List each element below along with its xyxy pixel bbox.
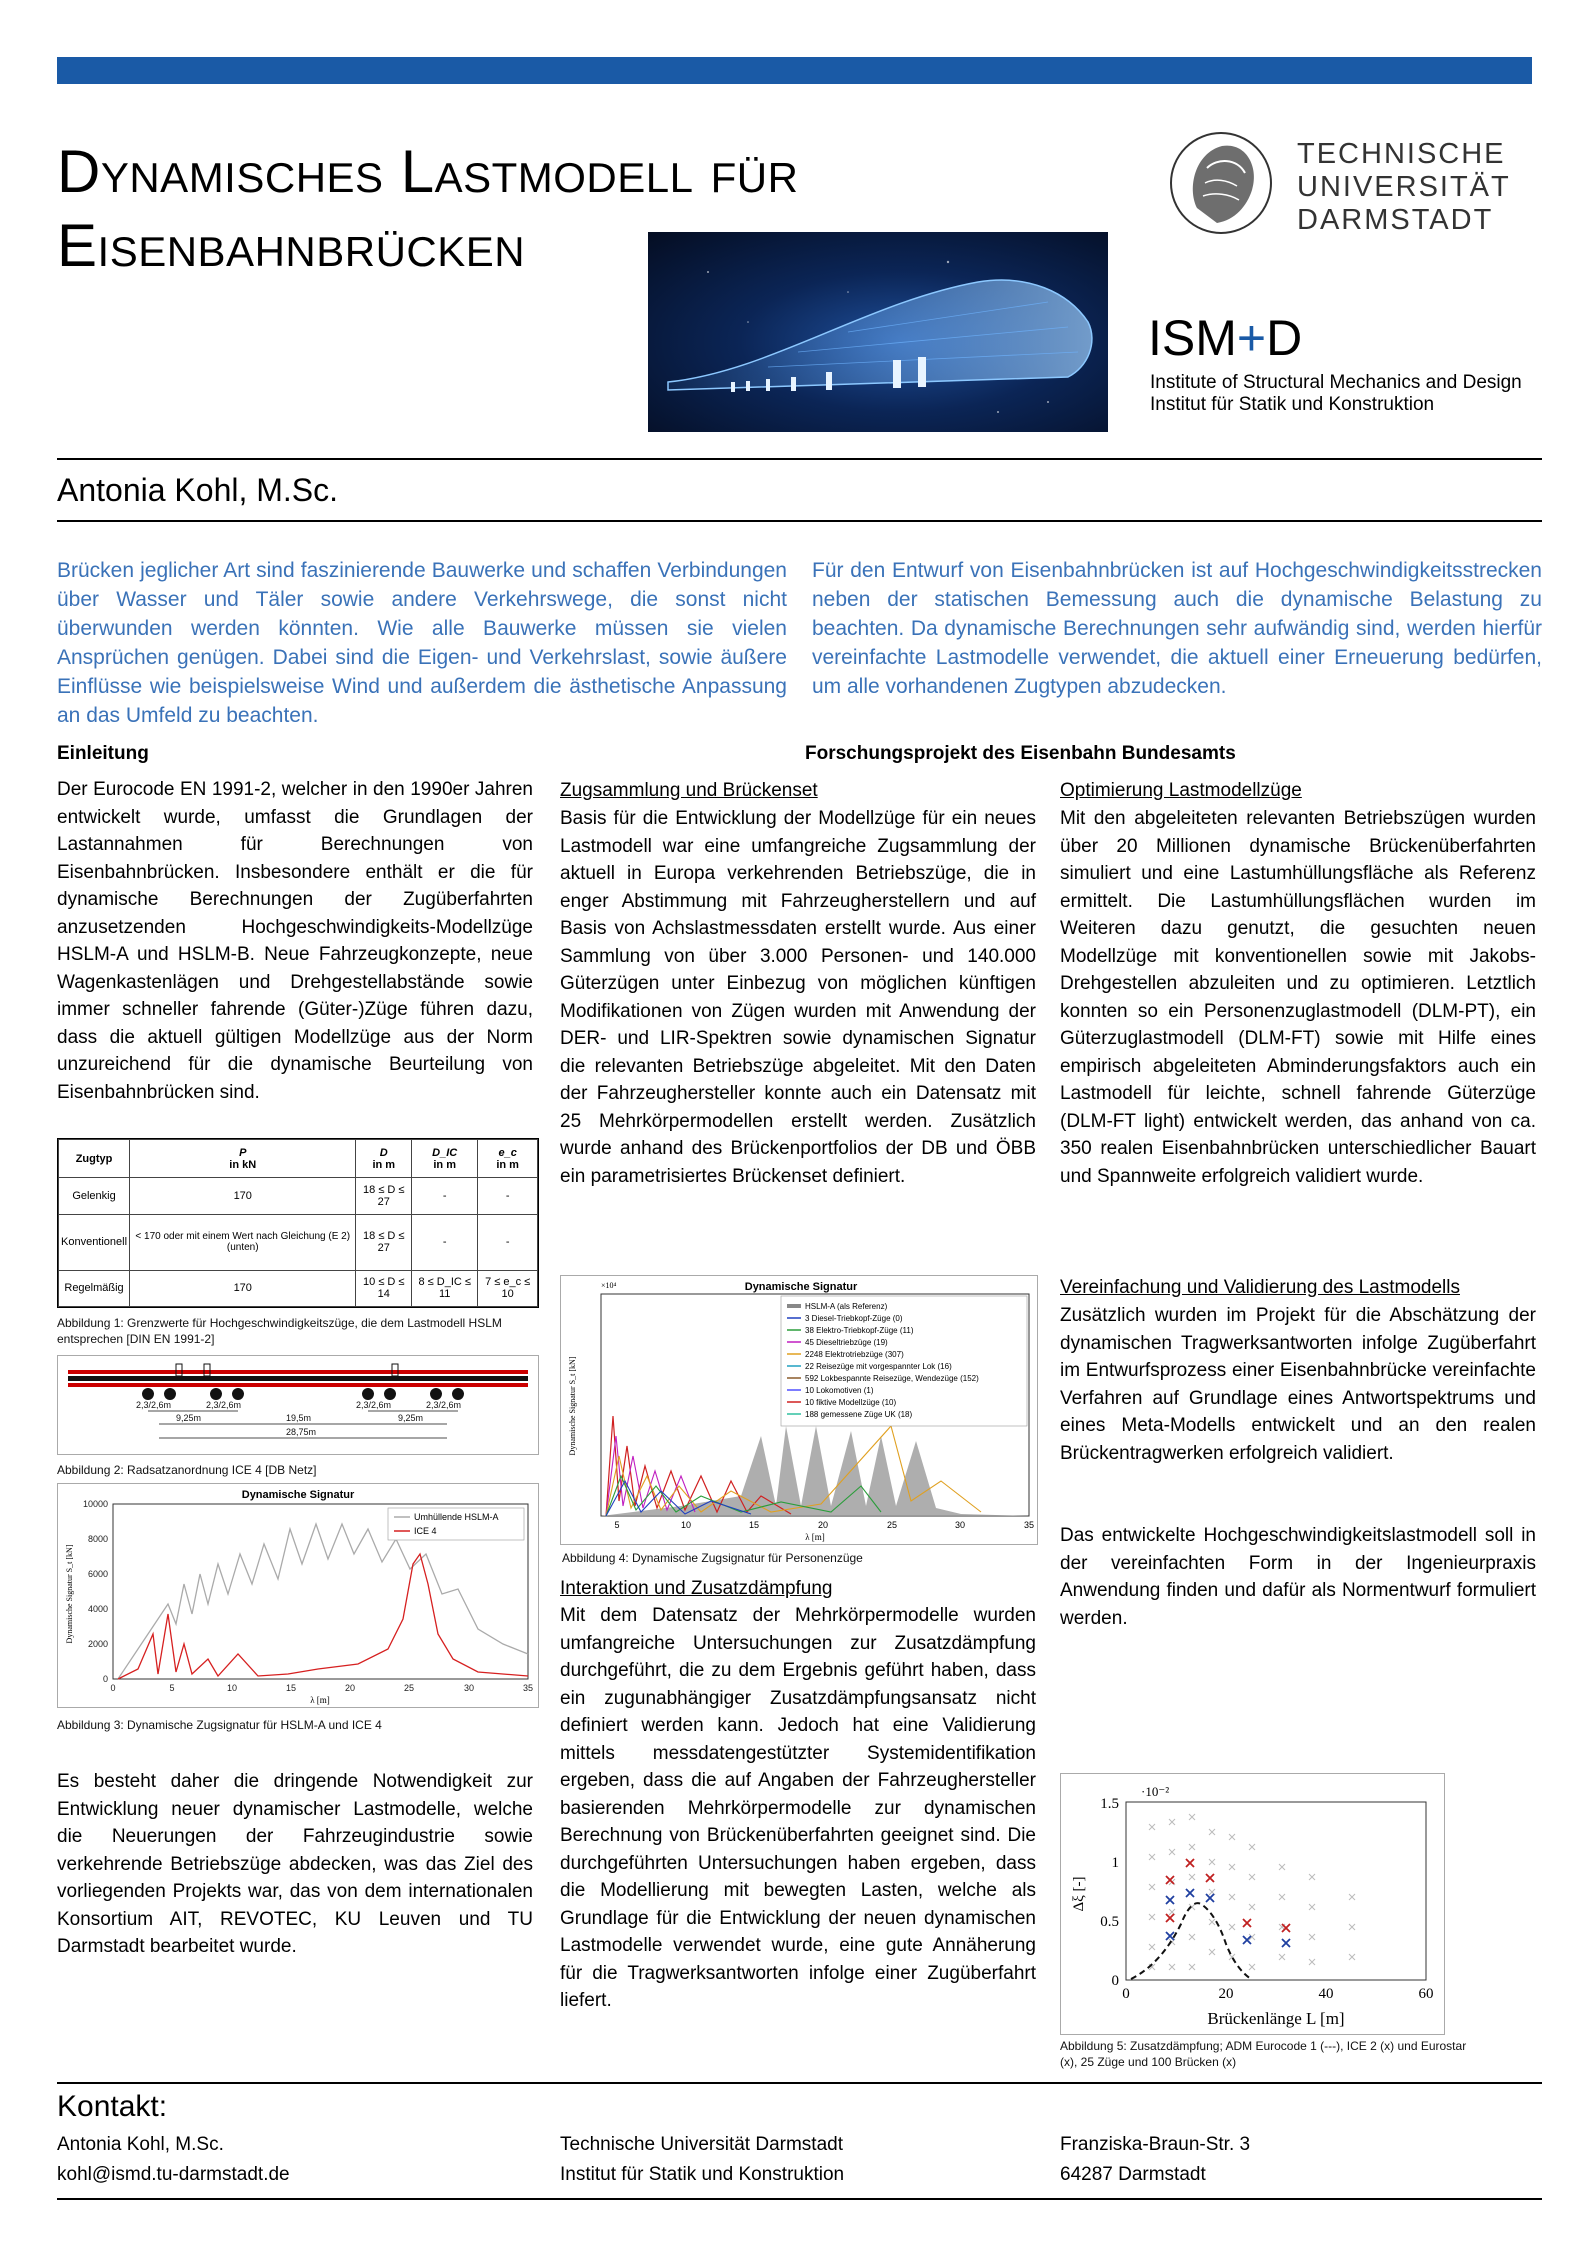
fig3-ytick: 0 <box>102 1674 108 1684</box>
interaktion-subheading: Interaktion und Zusatzdämpfung <box>560 1578 833 1599</box>
optimierung-text: Mit den abgeleiteten relevanten Betriebszügen wurden über 20 Millionen dynamische Brückenüberfahrten simuliert und eine Lastumhüllungsfläche als Referenz ermittelt. Die Lastumhüllungsflächen wurden im Weiteren dazu genutzt, die gesuchten neuen Modellzüge mit konventionellen sowie mit Jakobs-Drehgestellen abzuleiten und zu optimieren. Letztlich konnten so ein Personenzuglastmodell (DLM-PT), ein Güterzuglastmodell (DLM-FT) sowie mit Hilfe eines empirisch abgeleiteten Abminderungsfaktors auch ein Lastmodell für leichte, schnell fahrende Güterzüge (DLM-FT light) entwickelt werden, das anhand von ca. 350 realen Eisenbahnbrücken unterschiedlicher Bauart und Spannweite erfolgreich validiert wurde. <box>1060 808 1536 1187</box>
fig3-xtick: 5 <box>169 1683 175 1693</box>
athena-head-icon <box>1167 128 1275 238</box>
figure-5-caption: Abbildung 5: Zusatzdämpfung; ADM Eurocode 1 (---), ICE 2 (x) und Eurostar (x), 25 Züge und 100 Brücken (x) <box>1060 2039 1467 2069</box>
fig5-xtick: 40 <box>1318 1986 1334 2002</box>
ismd-line-2: Institut für Statik und Konstruktion <box>1150 394 1435 415</box>
axle-label: 2,3/2,6m <box>136 1400 172 1410</box>
fig5-ytick: 0 <box>1111 1973 1119 1989</box>
figure-4-caption: Abbildung 4: Dynamische Zugsignatur für Personenzüge <box>562 1551 863 1565</box>
fig5-ytick: 1 <box>1111 1855 1119 1871</box>
fig4-title: Dynamische Signatur <box>744 1281 858 1293</box>
fig5-exponent: ·10⁻² <box>1141 1784 1170 1799</box>
optimierung-subheading: Optimierung Lastmodellzüge <box>1060 780 1302 801</box>
fig5-ylabel: Δξ [-] <box>1071 1876 1087 1912</box>
ismd-line-1: Institute of Structural Mechanics and Design <box>1150 372 1522 393</box>
fig4-xtick: 20 <box>817 1520 829 1530</box>
fig5-xtick: 60 <box>1418 1986 1434 2002</box>
figure-2-caption: Abbildung 2: Radsatzanordnung ICE 4 [DB Netz] <box>57 1463 317 1477</box>
einleitung-heading: Einleitung <box>57 743 149 764</box>
fig5-ytick: 0.5 <box>1100 1914 1119 1930</box>
table-row: Regelmäßig 170 10 ≤ D ≤ 14 8 ≤ D_IC ≤ 11 7 ≤ e_c ≤ 10 <box>59 1270 538 1307</box>
fig4-xtick: 25 <box>886 1520 898 1530</box>
fig3-xtick: 20 <box>344 1683 356 1693</box>
ismd-logo <box>1148 310 1302 366</box>
fig4-xtick: 10 <box>680 1520 692 1530</box>
fig3-xtick: 25 <box>403 1683 415 1693</box>
table-header: D in m <box>356 1140 412 1178</box>
zugsammlung-subheading: Zugsammlung und Brückenset <box>560 780 818 801</box>
contact-col-3 <box>1060 2130 1250 2190</box>
fig4-legend-item: 10 Lokomotiven (1) <box>805 1386 874 1395</box>
fig3-xtick: 35 <box>522 1683 534 1693</box>
axle-label: 9,25m <box>176 1413 202 1423</box>
fig5-xtick: 20 <box>1218 1986 1234 2002</box>
fig3-title: Dynamische Signatur <box>241 1489 355 1501</box>
table-row: Gelenkig 170 18 ≤ D ≤ 27 - - <box>59 1178 538 1215</box>
contact-email[interactable]: kohl@ismd.tu-darmstadt.de <box>57 2164 290 2185</box>
tu-line-3: DARMSTADT <box>1297 204 1494 236</box>
ice4-series <box>118 1554 528 1679</box>
fig3-ylabel: Dynamische Signatur S_t [kN] <box>65 1544 74 1644</box>
contact-city: 64287 Darmstadt <box>1060 2164 1206 2185</box>
divider <box>57 520 1542 522</box>
zugsammlung-text: Basis für die Entwicklung der Modellzüge für ein neues Lastmodell war eine umfangreiche Zugsammlung der aktuell in Europa verkehrenden Betriebszüge, die in enger Abstimmung mit Fahrzeugherstellern und auf Basis von Achslastmessdaten erstellt wurde. Aus einer Sammlung von über 3.000 Personen- und 140.000 Güterzügen unter Einbezug von möglichen künftigen Modifikationen von Zügen wurden mit Anwendung der DER- und LIR-Spektren sowie dynamischen Signatur die relevanten Betriebszüge abgeleitet. Mit den Daten der Fahrzeughersteller konnte auch ein Datensatz mit 25 Mehrkörpermodellen erstellt werden. Zusätzlich wurde anhand des Brückenportfolios der DB und ÖBB ein parametrisiertes Brückenset definiert. <box>560 808 1036 1187</box>
contact-university: Technische Universität Darmstadt <box>560 2134 843 2155</box>
vereinfachung-text: Zusätzlich wurden im Projekt für die Abschätzung der dynamischen Tragwerksantworten infolge Zugüberfahrt im Entwurfsprozess einer Eisenbahnbrücke vereinfachte Verfahren auf Grundlage eines Antwortspektrums und eines Meta-Modells entwickelt und an den realen Brückentragwerken erfolgreich validiert. <box>1060 1305 1536 1464</box>
fig4-xtick: 30 <box>954 1520 966 1530</box>
contact-name: Antonia Kohl, M.Sc. <box>57 2134 224 2155</box>
tu-line-2: UNIVERSITÄT <box>1297 171 1511 203</box>
fig3-xlabel: λ [m] <box>310 1695 330 1705</box>
table-row: Konventionell < 170 oder mit einem Wert nach Gleichung (E 2) (unten) 18 ≤ D ≤ 27 - - <box>59 1214 538 1270</box>
contact-heading: Kontakt: <box>57 2090 168 2123</box>
fig4-xlabel: λ [m] <box>805 1532 825 1542</box>
fig4-xtick: 15 <box>748 1520 760 1530</box>
fig3-xtick: 0 <box>110 1683 116 1693</box>
fig5-xtick: 0 <box>1122 1986 1130 2002</box>
divider <box>57 2198 1542 2200</box>
fig5-ytick: 1.5 <box>1100 1796 1119 1812</box>
fig4-xtick: 35 <box>1023 1520 1035 1530</box>
intro-left: Brücken jeglicher Art sind faszinierende Bauwerke und schaffen Verbindungen über Wasser und Täler sowie andere Verkehrswege, die sonst nicht überwunden werden könnten. Wie alle Bauwerke müssen sie vielen Ansprüchen genügen. Dabei sind die Eigen- und Verkehrslast, sowie äußere Einflüsse wie beispielsweise Wind und außerdem die ästhetische Anpassung an das Umfeld zu beachten. <box>57 559 787 727</box>
fig4-legend-item: 2248 Elektrotriebzüge (307) <box>805 1350 904 1359</box>
tu-line-1: TECHNISCHE <box>1297 138 1506 170</box>
tu-darmstadt-logo <box>1167 128 1537 248</box>
ismd-suffix: D <box>1266 310 1303 366</box>
axle-label: 2,3/2,6m <box>206 1400 242 1410</box>
fig4-legend-item: 10 fiktive Modellzüge (10) <box>805 1398 897 1407</box>
fig4-legend-item: 45 Dieseltriebzüge (19) <box>805 1338 888 1347</box>
fig3-xtick: 10 <box>226 1683 238 1693</box>
table-header: P in kN <box>130 1140 356 1178</box>
axle-label: 2,3/2,6m <box>356 1400 392 1410</box>
divider <box>57 2082 1542 2084</box>
fig3-ytick: 2000 <box>87 1639 108 1649</box>
table-header: D_IC in m <box>412 1140 478 1178</box>
ismd-prefix: ISM <box>1148 310 1237 366</box>
fig4-legend-item: 22 Reisezüge mit vorgespannter Lok (16) <box>805 1362 952 1371</box>
fig5-scatter-grey <box>1149 1814 1355 1970</box>
fig5-scatter-ice2 <box>1166 1859 1290 1932</box>
table-header: e_c in m <box>478 1140 538 1178</box>
fig4-exponent: ×10⁴ <box>601 1281 617 1290</box>
axle-label: 28,75m <box>286 1427 317 1437</box>
hslm-limits-table <box>57 1138 539 1308</box>
fig3-ytick: 8000 <box>87 1534 108 1544</box>
axle-label: 2,3/2,6m <box>426 1400 462 1410</box>
figure-3-caption: Abbildung 3: Dynamische Zugsignatur für HSLM-A und ICE 4 <box>57 1718 382 1732</box>
fig4-legend-item: 38 Elektro-Triebkopf-Züge (11) <box>805 1326 914 1335</box>
vereinfachung-subheading: Vereinfachung und Validierung des Lastmodells <box>1060 1277 1460 1298</box>
top-accent-bar <box>57 57 1532 84</box>
author-name: Antonia Kohl, M.Sc. <box>57 472 339 508</box>
contact-street: Franziska-Braun-Str. 3 <box>1060 2134 1251 2155</box>
ismd-institute-name <box>1150 372 1522 416</box>
fig3-legend-item: ICE 4 <box>414 1526 437 1536</box>
intro-right: Für den Entwurf von Eisenbahnbrücken ist auf Hochgeschwindigkeitsstrecken neben der statischen Bemessung auch die dynamische Belastung zu beachten. Da dynamische Berechnungen sehr aufwändig sind, werden hierfür vereinfachte Lastmodelle verwendet, die aktuell einer Erneuerung bedürfen, um alle vorhandenen Zugtypen abzudecken. <box>812 559 1542 698</box>
contact-col-2 <box>560 2130 844 2190</box>
contact-institute: Institut für Statik und Konstruktion <box>560 2164 845 2185</box>
figure-5-chart <box>1060 1773 1445 2035</box>
table-header: Zugtyp <box>59 1140 130 1178</box>
fig4-legend-item: 188 gemessene Züge UK (18) <box>805 1410 913 1419</box>
fig3-ytick: 4000 <box>87 1604 108 1614</box>
figure-2-axle-diagram <box>57 1355 539 1455</box>
figure-1-caption: Abbildung 1: Grenzwerte für Hochgeschwindigkeitszüge, die dem Lastmodell HSLM entsprechen [DIN EN 1991-2] <box>57 1316 502 1346</box>
fig3-legend-item: Umhüllende HSLM-A <box>414 1512 499 1522</box>
interaktion-text: Mit dem Datensatz der Mehrkörpermodelle wurden umfangreiche Untersuchungen zur Zusatzdämpfung durchgeführt, die zu dem Ergebnis geführt haben, dass ein zugunabhängiger Zusatzdämpfungsansatz nicht definiert werden kann. Jedoch hat eine Validierung mittels messdatengestützter Systemidentifikation ergeben, dass die auf Angaben der Fahrzeughersteller basierenden Mehrkörpermodelle zur dynamischen Berechnung von Brückenüberfahrten geeignet sind. Die durchgeführten Untersuchungen haben ergeben, dass die Modellierung mit bewegten Lasten, welche als Grundlage für die Entwicklung der neuen dynamischen Lastmodelle verwendet wurde, eine gute Annäherung für die Tragwerksantworten infolge einer Zugüberfahrt liefert. <box>560 1605 1036 2011</box>
fig3-ytick: 6000 <box>87 1569 108 1579</box>
einleitung-text-2: Es besteht daher die dringende Notwendigkeit zur Entwicklung neuer dynamischer Lastmodelle, welche die Neuerungen der Fahrzeugindustrie sowie verkehrende Betriebszüge abdecken, was das Ziel des vorliegenden Projekts war, das von dem internationalen Konsortium AIT, REVOTEC, KU Leuven und TU Darmstadt bearbeitet wurde. <box>57 1771 533 1957</box>
figure-3-chart <box>57 1483 539 1708</box>
forschung-heading: Forschungsprojekt des Eisenbahn Bundesamts <box>805 743 1236 764</box>
ismd-plus: + <box>1236 310 1267 366</box>
vereinfachung-text-2: Das entwickelte Hochgeschwindigkeitslastmodell soll in der vereinfachten Form in der Ingenieurpraxis Anwendung finden und dafür als Normentwurf formuliert werden. <box>1060 1525 1536 1629</box>
divider <box>57 458 1542 460</box>
fig4-xtick: 5 <box>614 1520 620 1530</box>
title-line-1: Dynamisches Lastmodell für <box>57 138 799 205</box>
fig4-legend-item: 3 Diesel-Triebkopf-Züge (0) <box>805 1314 903 1323</box>
axle-label: 9,25m <box>398 1413 424 1423</box>
hslm-envelope-series <box>118 1524 528 1679</box>
fig3-xtick: 15 <box>285 1683 297 1693</box>
fig4-legend-item: 592 Lokbespannte Reisezüge, Wendezüge (152) <box>805 1374 979 1383</box>
fig5-xlabel: Brückenlänge L [m] <box>1207 2009 1345 2028</box>
hero-train-image <box>648 232 1108 432</box>
figure-4-chart <box>560 1275 1038 1545</box>
fig4-ylabel: Dynamische Signatur S_t [kN] <box>568 1356 577 1456</box>
fig4-series <box>606 1436 695 1516</box>
axle-label: 19,5m <box>286 1413 312 1423</box>
title-line-2: Eisenbahnbrücken <box>57 212 526 279</box>
fig3-xtick: 30 <box>463 1683 475 1693</box>
einleitung-text: Der Eurocode EN 1991-2, welcher in den 1990er Jahren entwickelt wurde, umfasst die Grundlagen der Lastannahmen für Berechnungen von Eisenbahnbrücken. Insbesondere enthält er die für dynamische Berechnungen der Zugüberfahrten anzusetzenden Hochgeschwindigkeits-Modellzüge HSLM-A und HSLM-B. Neue Fahrzeugkonzepte, neue Wagenkastenlägen und Drehgestellabstände sowie immer schneller fahrende (Güter-)Züge führen dazu, dass die aktuell gültigen Modellzüge aus der Norm unzureichend für die dynamische Beurteilung von Eisenbahnbrücken sind. <box>57 779 533 1103</box>
fig4-legend-item: HSLM-A (als Referenz) <box>805 1302 888 1311</box>
contact-col-1 <box>57 2130 290 2190</box>
fig3-ytick: 10000 <box>82 1499 108 1509</box>
